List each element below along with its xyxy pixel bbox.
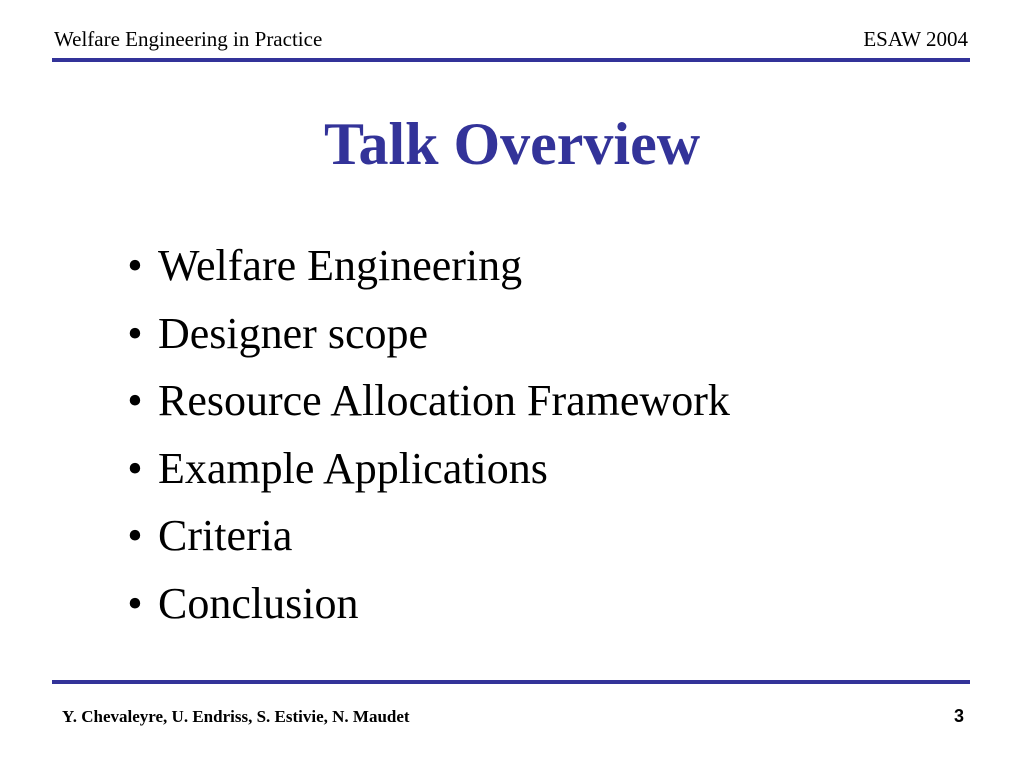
- bullet-item: [112, 570, 730, 638]
- footer-divider: [52, 680, 970, 684]
- header-conference: ESAW 2004: [863, 27, 968, 51]
- bullet-icon: •: [127, 443, 143, 493]
- page-number: 3: [953, 706, 964, 726]
- slide-title: Talk Overview: [323, 111, 701, 177]
- bullet-item: [112, 502, 730, 570]
- bullet-icon: •: [127, 241, 143, 290]
- footer-authors: Y. Chevaleyre, U. Endriss, S. Estivie, N. Maudet: [62, 707, 410, 726]
- bullet-icon: •: [127, 376, 143, 425]
- header-divider: [52, 58, 970, 62]
- bullet-icon: •: [127, 308, 143, 358]
- bullet-item: [112, 300, 730, 368]
- bullet-text: Example Applications: [158, 443, 548, 493]
- bullet-text: Designer scope: [158, 308, 429, 358]
- bullet-text: Criteria: [158, 511, 293, 560]
- bullet-list: [112, 232, 730, 637]
- bullet-icon: •: [127, 578, 143, 628]
- bullet-icon: •: [127, 511, 143, 560]
- bullet-text: Conclusion: [158, 578, 359, 628]
- bullet-item: [112, 367, 730, 435]
- bullet-item: [112, 232, 730, 300]
- header-title: Welfare Engineering in Practice: [54, 27, 323, 51]
- bullet-text: Welfare Engineering: [158, 241, 523, 290]
- bullet-item: [112, 435, 730, 503]
- bullet-text: Resource Allocation Framework: [158, 376, 730, 425]
